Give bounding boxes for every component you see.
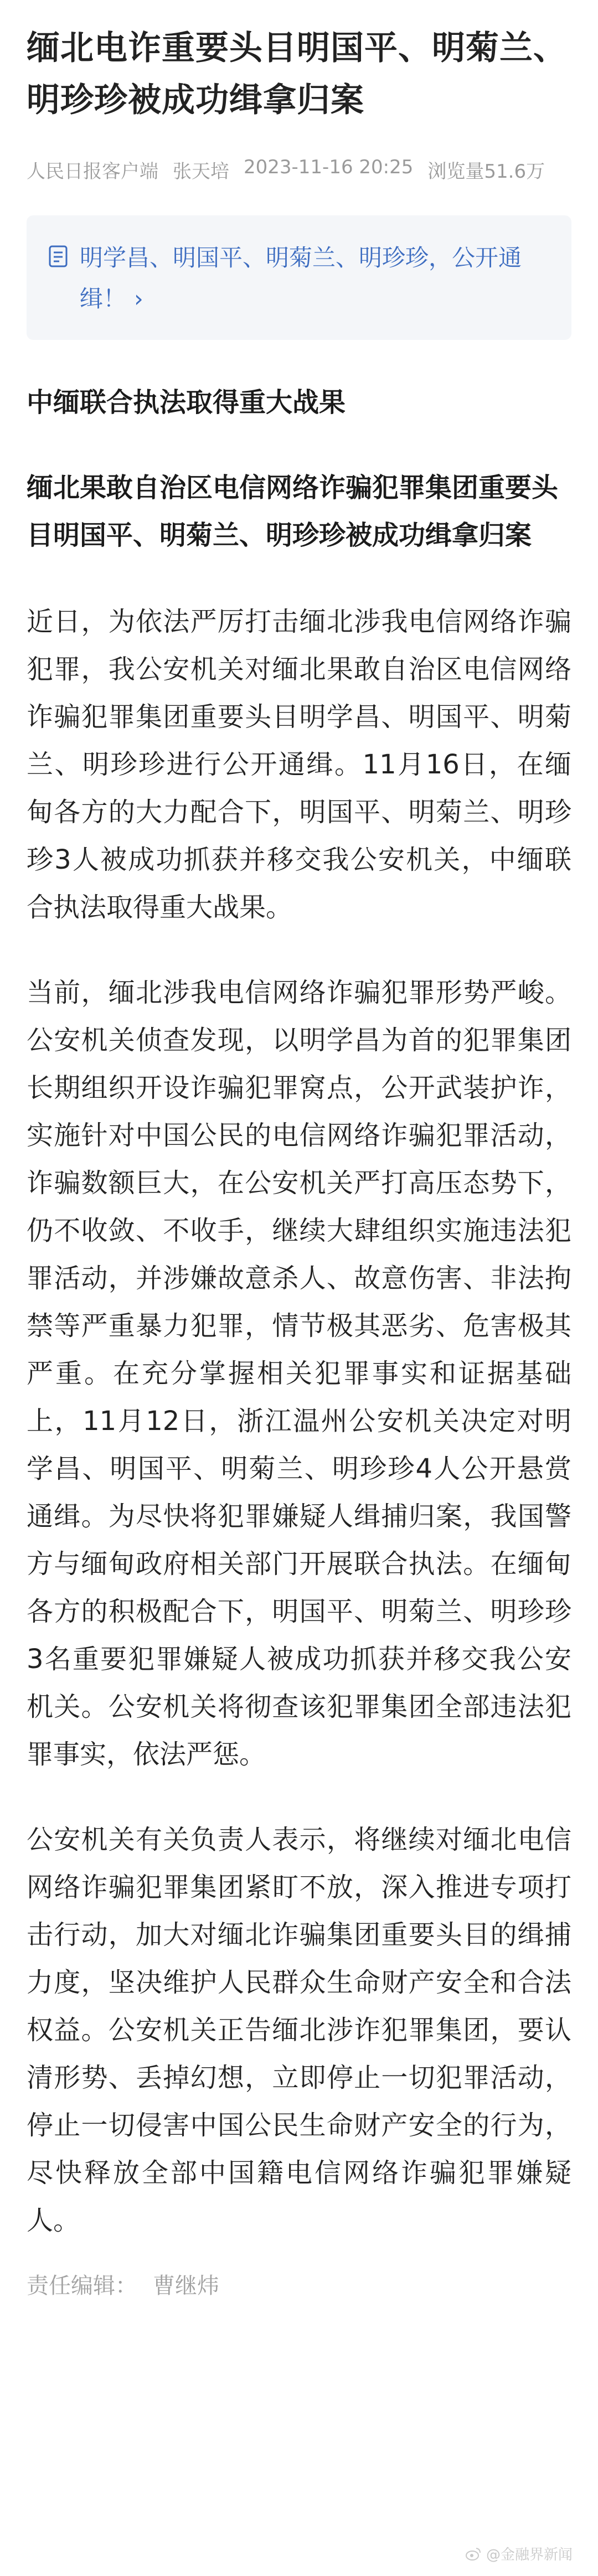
meta-source[interactable]: 人民日报客户端: [27, 161, 158, 183]
related-topic-text[interactable]: [80, 238, 549, 319]
weibo-icon: [465, 2547, 482, 2561]
responsible-editor: [27, 2267, 571, 2305]
article-meta: [27, 156, 571, 183]
related-topic-link[interactable]: [27, 215, 571, 340]
chevron-right-icon: ›: [134, 285, 143, 312]
article-paragraph-2: 当前，缅北涉我电信网络诈骗犯罪形势严峻。公安机关侦查发现，以明学昌为首的犯罪集团长期组织开设诈骗犯罪窝点，公开武装护诈，实施针对中国公民的电信网络诈骗犯罪活动，诈骗数额巨大，在公安机关严打高压态势下，仍不收敛、不收手，继续大肆组织实施违法犯罪活动，并涉嫌故意杀人、故意伤害、非法拘禁等严重暴力犯罪，情节极其恶劣、危害极其严重。在充分掌握相关犯罪事实和证据基础上，11月12日，浙江温州公安机关决定对明学昌、明国平、明菊兰、明珍珍4人公开悬赏通缉。为尽快将犯罪嫌疑人缉捕归案，我国警方与缅甸政府相关部门开展联合执法。在缅甸各方的积极配合下，明国平、明菊兰、明珍珍3名重要犯罪嫌疑人被成功抓获并移交我公安机关。公安机关将彻查该犯罪集团全部违法犯罪事实，依法严惩。: [27, 977, 571, 1770]
editor-name: 曹继炜: [153, 2273, 219, 2299]
section-heading-2: 缅北果敢自治区电信网络诈骗犯罪集团重要头目明国平、明菊兰、明珍珍被成功缉拿归案: [27, 472, 559, 551]
watermark-text: @金融界新闻: [486, 2547, 573, 2563]
meta-author: 张天培: [173, 161, 229, 183]
meta-views: 浏览量51.6万: [427, 161, 545, 183]
article-paragraph-3: 公安机关有关负责人表示，将继续对缅北电信网络诈骗犯罪集团紧盯不放，深入推进专项打击行动，加大对缅北诈骗集团重要头目的缉捕力度，坚决维护人民群众生命财产安全和合法权益。公安机关正告缅北涉诈犯罪集团，要认清形势、丢掉幻想，立即停止一切犯罪活动，停止一切侵害中国公民生命财产安全的行为，尽快释放全部中国籍电信网络诈骗犯罪嫌疑人。: [27, 1824, 571, 2236]
related-topic-label: 明学昌、明国平、明菊兰、明珍珍，公开通缉！: [80, 244, 522, 312]
section-heading-1: 中缅联合执法取得重大战果: [27, 387, 346, 418]
source-watermark: [465, 2543, 573, 2564]
document-icon: [49, 245, 70, 267]
meta-datetime: 2023-11-16 20:25: [244, 156, 414, 178]
article-title: 缅北电诈重要头目明国平、明菊兰、明珍珍被成功缉拿归案: [27, 29, 567, 120]
article-paragraph-1: 近日，为依法严厉打击缅北涉我电信网络诈骗犯罪，我公安机关对缅北果敢自治区电信网络诈骗犯罪集团重要头目明学昌、明国平、明菊兰、明珍珍进行公开通缉。11月16日，在缅甸各方的大力配合下，明国平、明菊兰、明珍珍3人被成功抓获并移交我公安机关，中缅联合执法取得重大战果。: [27, 606, 571, 923]
editor-label: 责任编辑：: [27, 2273, 137, 2299]
